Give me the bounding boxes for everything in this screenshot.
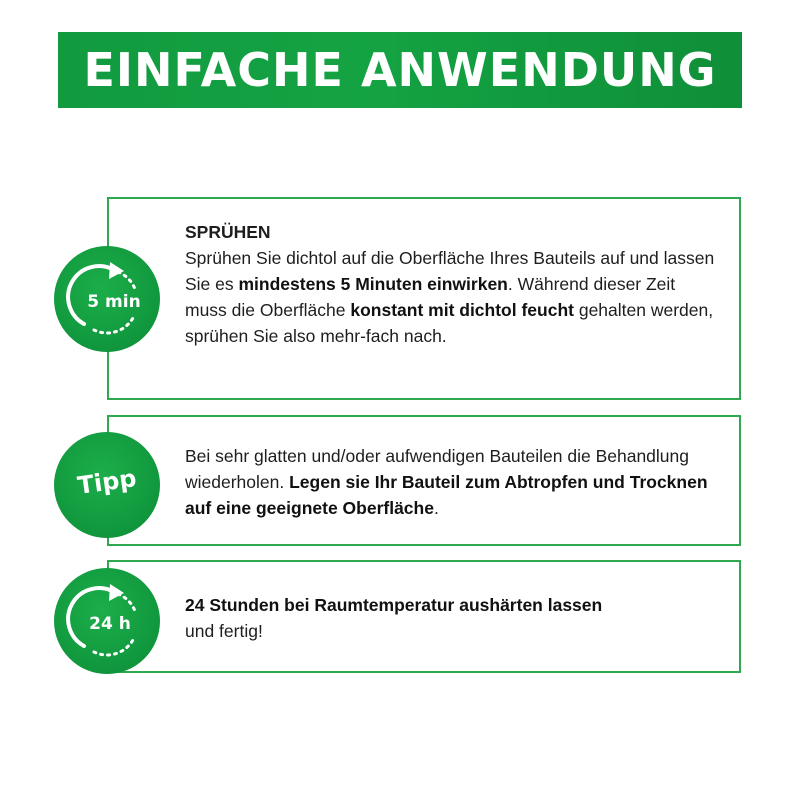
tip-badge bbox=[54, 432, 160, 538]
header-banner bbox=[58, 32, 742, 108]
step-title: SPRÜHEN bbox=[185, 222, 271, 242]
timer-badge-24h bbox=[54, 568, 160, 674]
step-text: SPRÜHEN Sprühen Sie dichtol auf die Oberfläche Ihres Bauteils auf und lassen Sie es mindestens 5 Minuten einwirken. Während dieser Zeit muss die Oberfläche konstant mit dichtol feucht gehalten werden, sprühen Sie also mehr-fach nach. bbox=[185, 219, 715, 349]
step-card-cure bbox=[107, 560, 741, 673]
timer-badge-5min bbox=[54, 246, 160, 352]
step-card-spray bbox=[107, 197, 741, 400]
badge-label: Tipp bbox=[75, 464, 139, 500]
page-title: EINFACHE ANWENDUNG bbox=[83, 43, 717, 97]
badge-label: 24 h bbox=[89, 614, 131, 634]
badge-label: 5 min bbox=[87, 292, 141, 312]
step-text: Bei sehr glatten und/oder aufwendigen Bauteilen die Behandlung wiederholen. Legen sie Ihr Bauteil zum Abtropfen und Trocknen auf eine geeignete Oberfläche. bbox=[185, 446, 708, 518]
step-text: 24 Stunden bei Raumtemperatur aushärten lassen und fertig! bbox=[185, 595, 603, 641]
step-card-tip bbox=[107, 415, 741, 546]
